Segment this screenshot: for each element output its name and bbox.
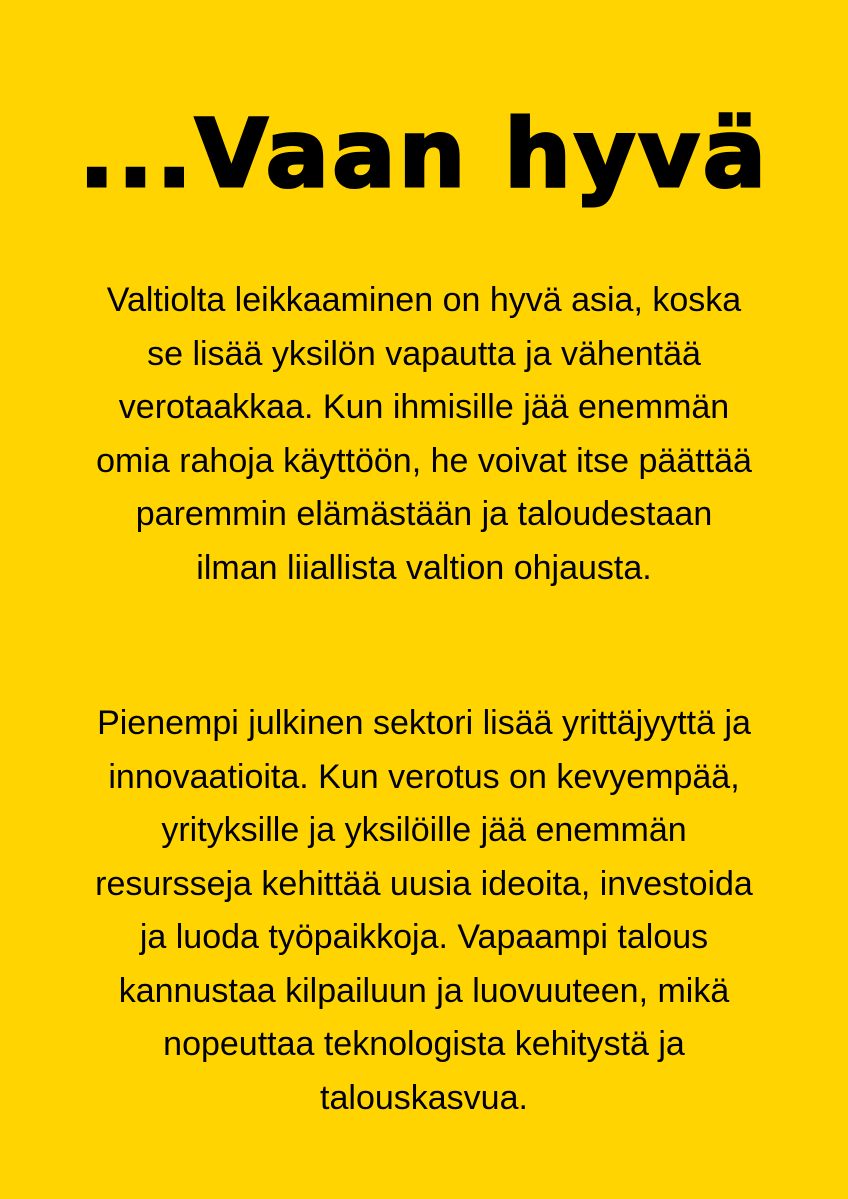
page-title: ...Vaan hyvä (78, 100, 770, 209)
paragraph-1: Valtiolta leikkaaminen on hyvä asia, koska se lisää yksilön vapautta ja vähentää verotaakkaa. Kun ihmisille jää enemmän omia rahoja käyttöön, he voivat itse päättää paremmin elämästään ja taloudestaan ilman liiallista valtion ohjausta. (96, 281, 752, 587)
paragraph-2: Pienempi julkinen sektori lisää yrittäjyyttä ja innovaatioita. Kun verotus on kevyempää, yrityksille ja yksilöille jää enemmän resursseja kehittää uusia ideoita, investoida ja luoda työpaikkoja. Vapaampi talous kannustaa kilpailuun ja luovuuteen, mikä nopeuttaa teknologista kehitystä ja talouskasvua. (95, 704, 753, 1117)
